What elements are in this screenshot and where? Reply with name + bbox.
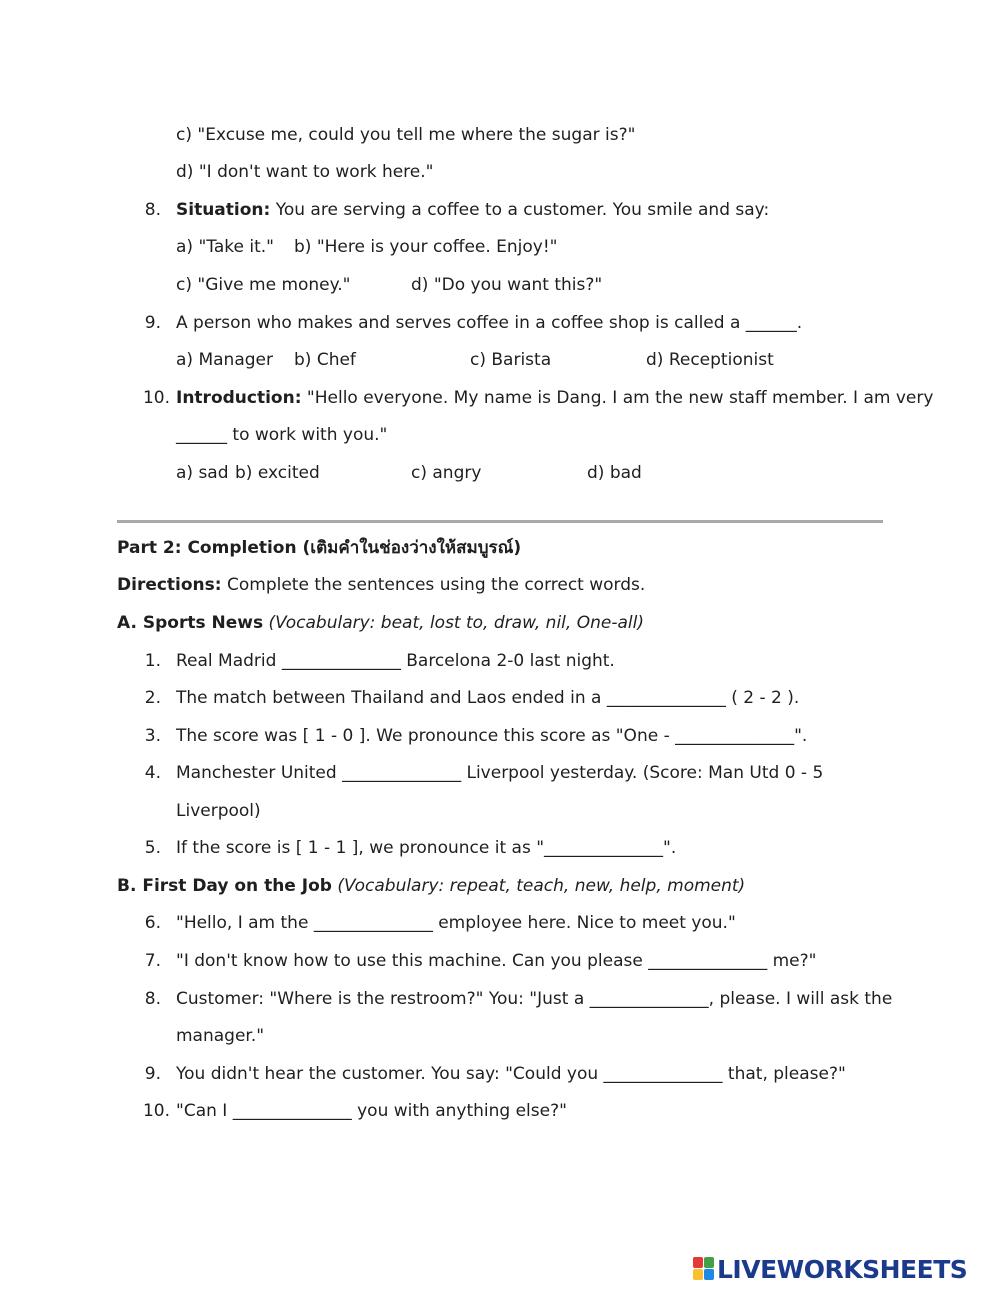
q8-option-b: b) "Here is your coffee. Enjoy!" <box>294 237 558 257</box>
item-number: 6. <box>144 913 161 933</box>
logo-mark-tile <box>704 1257 714 1268</box>
q7-option-c: c) "Excuse me, could you tell me where the sugar is?" <box>176 125 636 145</box>
item-3: The score was [ 1 - 0 ]. We pronounce this score as "One - ______________". <box>176 726 808 746</box>
section-divider <box>117 520 883 523</box>
item-number: 5. <box>144 838 161 858</box>
section-a-title: A. Sports News <box>117 613 264 633</box>
question-8-text: You are serving a coffee to a customer. You smile and say: <box>270 200 770 220</box>
item-10: "Can I ______________ you with anything else?" <box>176 1101 567 1121</box>
logo-mark-icon <box>693 1257 715 1281</box>
item-number: 3. <box>144 726 161 746</box>
item-number: 2. <box>144 688 161 708</box>
item-number: 7. <box>144 951 161 971</box>
section-a-vocab: (Vocabulary: beat, lost to, draw, nil, One-all) <box>263 613 644 633</box>
q10-option-b: b) excited <box>235 463 320 483</box>
introduction-label: Introduction: <box>176 388 302 408</box>
question-8 <box>176 199 769 221</box>
question-10 <box>176 387 933 409</box>
q9-option-a: a) Manager <box>176 350 273 370</box>
item-number: 10. <box>142 1101 170 1121</box>
item-2: The match between Thailand and Laos ended in a ______________ ( 2 - 2 ). <box>176 688 800 708</box>
liveworksheets-logo <box>693 1254 967 1284</box>
section-b-vocab: (Vocabulary: repeat, teach, new, help, moment) <box>331 876 746 896</box>
item-number: 9. <box>144 1064 161 1084</box>
item-6: "Hello, I am the ______________ employee here. Nice to meet you." <box>176 913 736 933</box>
section-b-title: B. First Day on the Job <box>117 876 332 896</box>
logo-text: LIVEWORKSHEETS <box>717 1254 968 1284</box>
q9-option-c: c) Barista <box>470 350 552 370</box>
part2-title-text: Part 2: Completion (เติมคำในช่องว่างให้สมบูรณ์) <box>117 538 522 558</box>
situation-label: Situation: <box>176 200 271 220</box>
question-10-line2: ______ to work with you." <box>176 425 388 445</box>
q8-option-d: d) "Do you want this?" <box>411 275 603 295</box>
directions-label: Directions: <box>117 575 222 595</box>
q9-option-d: d) Receptionist <box>646 350 774 370</box>
item-4-line2: Liverpool) <box>176 801 261 821</box>
q10-option-c: c) angry <box>411 463 482 483</box>
part2-title <box>117 537 521 559</box>
directions-text: Complete the sentences using the correct words. <box>221 575 646 595</box>
logo-mark-tile <box>693 1257 703 1268</box>
q9-option-b: b) Chef <box>294 350 356 370</box>
q10-option-a: a) sad <box>176 463 229 483</box>
directions <box>117 574 645 596</box>
question-number: 9. <box>144 313 161 333</box>
logo-mark-tile <box>704 1269 714 1280</box>
item-number: 8. <box>144 989 161 1009</box>
item-8: Customer: "Where is the restroom?" You: "Just a ______________, please. I will ask the <box>176 989 893 1009</box>
question-number: 8. <box>144 200 161 220</box>
logo-mark-tile <box>693 1269 703 1280</box>
q7-option-d: d) "I don't want to work here." <box>176 162 434 182</box>
item-9: You didn't hear the customer. You say: "Could you ______________ that, please?" <box>176 1064 846 1084</box>
q10-option-d: d) bad <box>587 463 642 483</box>
item-7: "I don't know how to use this machine. Can you please ______________ me?" <box>176 951 817 971</box>
item-number: 4. <box>144 763 161 783</box>
item-8-line2: manager." <box>176 1026 265 1046</box>
item-4: Manchester United ______________ Liverpool yesterday. (Score: Man Utd 0 - 5 <box>176 763 824 783</box>
item-1: Real Madrid ______________ Barcelona 2-0 last night. <box>176 651 615 671</box>
section-b-heading <box>117 875 745 897</box>
q8-option-c: c) "Give me money." <box>176 275 351 295</box>
item-number: 1. <box>144 651 161 671</box>
question-9: A person who makes and serves coffee in a coffee shop is called a ______. <box>176 313 803 333</box>
question-10-text: "Hello everyone. My name is Dang. I am the new staff member. I am very <box>301 388 934 408</box>
section-a-heading <box>117 612 644 634</box>
q8-option-a: a) "Take it." <box>176 237 274 257</box>
item-5: If the score is [ 1 - 1 ], we pronounce it as "______________". <box>176 838 677 858</box>
question-number: 10. <box>142 388 170 408</box>
